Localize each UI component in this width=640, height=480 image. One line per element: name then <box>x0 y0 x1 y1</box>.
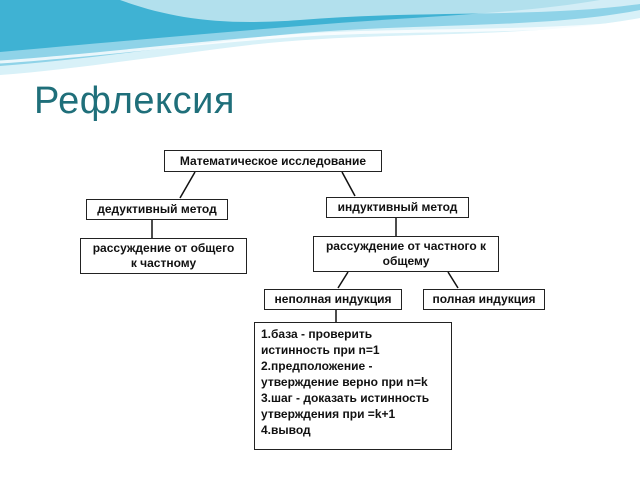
header-wave-decoration <box>0 0 640 90</box>
step-line-5: 3.шаг - доказать истинность <box>261 391 430 405</box>
step-line-2: истинность при n=1 <box>261 343 380 357</box>
complete-induction-label: полная индукция <box>432 292 536 306</box>
deductive-description-node <box>80 238 247 274</box>
deductive-method-node <box>86 199 228 220</box>
induction-steps-node <box>254 322 452 450</box>
inductive-description-node <box>313 236 499 272</box>
deductive-desc-line-2: к частному <box>130 256 197 270</box>
incomplete-induction-node <box>264 289 402 310</box>
step-line-4: утверждение верно при n=k <box>261 375 428 389</box>
step-line-7: 4.вывод <box>261 423 311 437</box>
root-node <box>164 150 382 172</box>
step-line-6: утверждения при =k+1 <box>261 407 396 421</box>
slide-title: Рефлексия <box>34 80 235 122</box>
deductive-desc-line-1: рассуждение от общего <box>92 241 235 255</box>
inductive-method-label: индуктивный метод <box>337 200 458 214</box>
step-line-1: 1.база - проверить <box>261 327 373 341</box>
root-label: Математическое исследование <box>179 154 367 168</box>
inductive-desc-line-2: общему <box>382 254 430 268</box>
step-line-3: 2.предположение - <box>261 359 373 373</box>
incomplete-induction-label: неполная индукция <box>274 292 392 306</box>
inductive-desc-line-1: рассуждение от частного к <box>325 239 487 253</box>
deductive-method-label: дедуктивный метод <box>97 202 217 216</box>
complete-induction-node <box>423 289 545 310</box>
inductive-method-node <box>326 197 469 218</box>
